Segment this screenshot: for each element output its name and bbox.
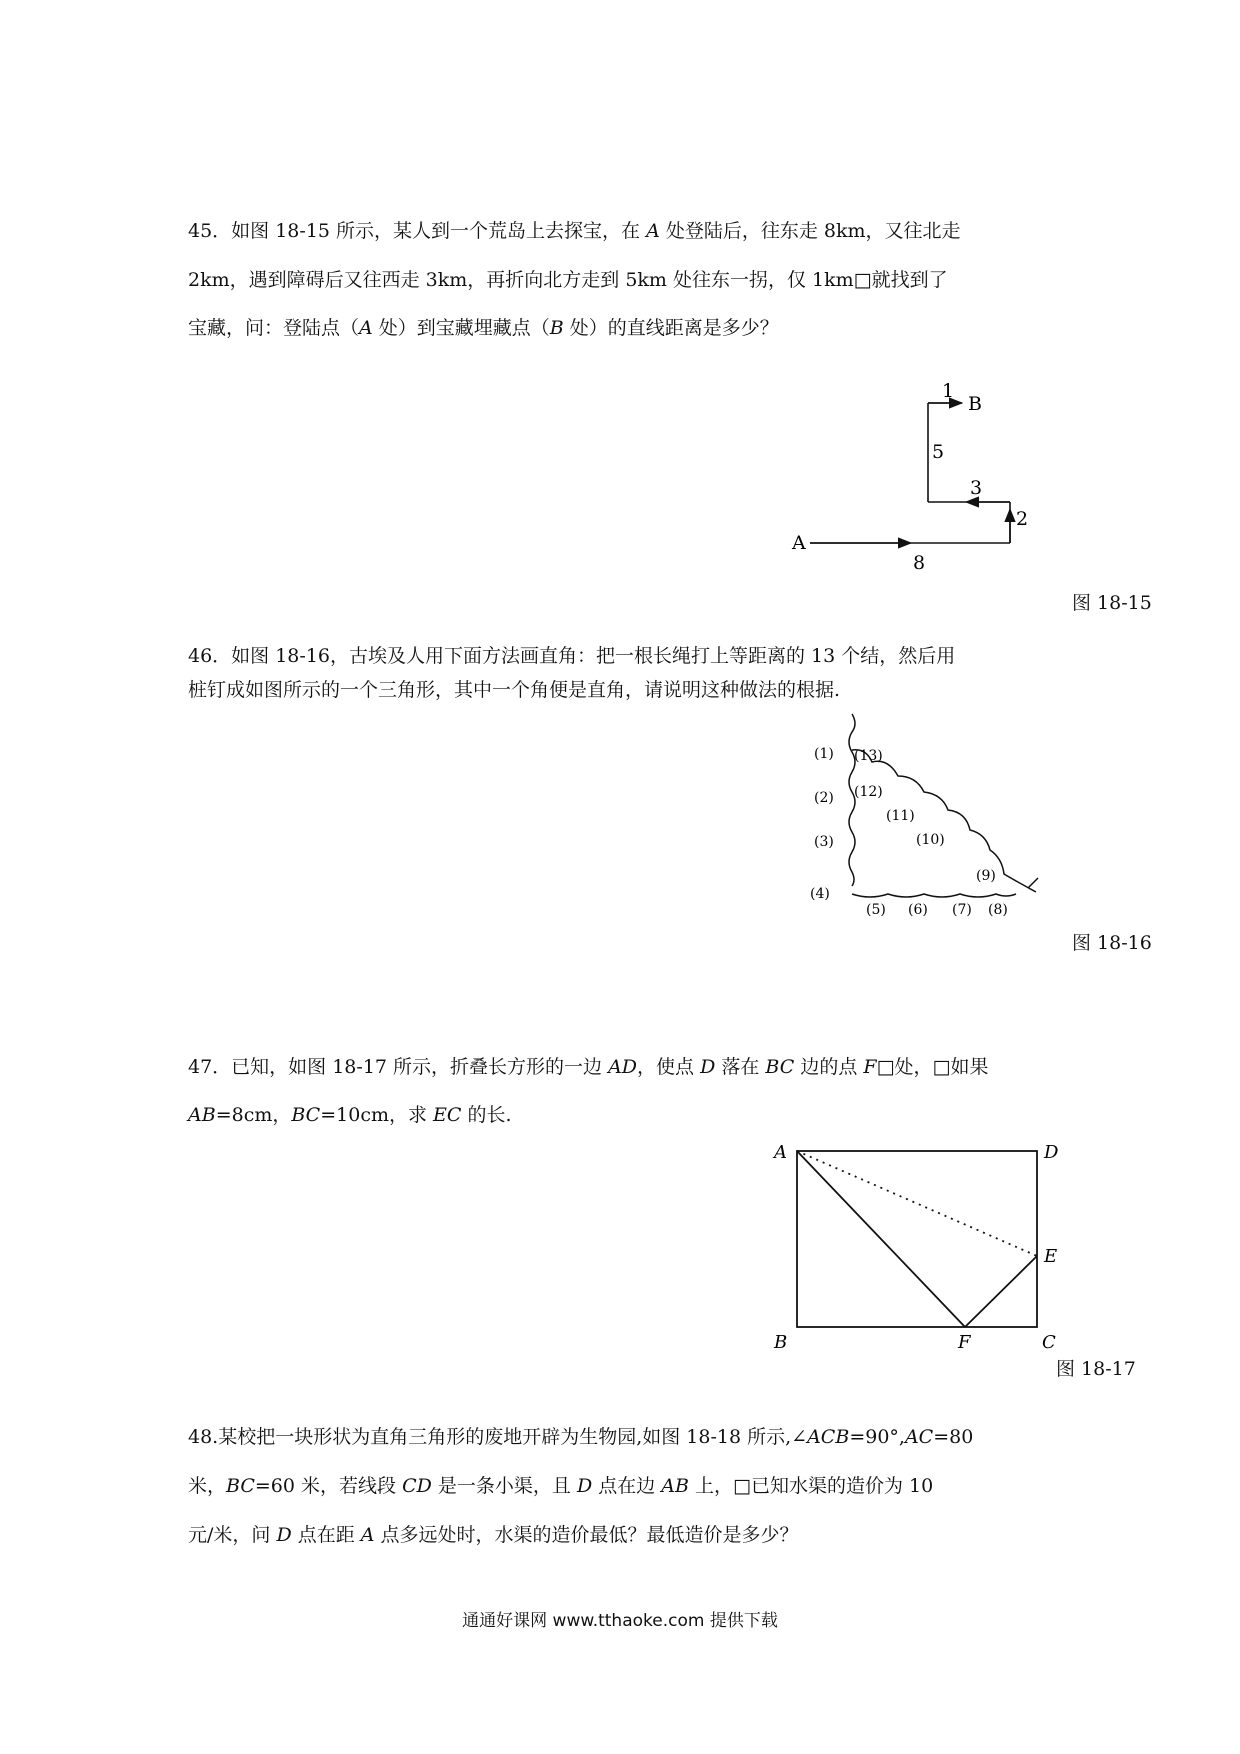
knot-12: (12) [854,784,883,800]
knot-8: (8) [988,902,1008,918]
knot-1: (1) [814,746,834,762]
problem-48 [188,1428,1068,1548]
problem-45-line-3: 宝藏，问：登陆点（A 处）到宝藏埋藏点（B 处）的直线距离是多少？ [188,317,779,339]
rope-horizontal [852,894,1016,897]
label-1: 1 [942,380,955,402]
problem-47-line-2: AB=8cm，BC=10cm，求 EC 的长. [188,1104,512,1126]
label-2: 2 [1016,508,1029,530]
figure-18-15 [780,375,1040,575]
problem-45-line-1: 45．如图 18-15 所示，某人到一个荒岛上去探宝，在 A 处登陆后，往东走 8km，又往北走 [188,220,961,242]
label-f: F [958,1332,971,1350]
problem-46-line-2: 桩钉成如图所示的一个三角形，其中一个角便是直角，请说明这种做法的根据. [188,679,841,701]
knotted-rope-triangle [810,710,1060,920]
problem-48-line-1: 48.某校把一块形状为直角三角形的废地开辟为生物园,如图 18-18 所示,∠ACB=90°,AC=80 [188,1426,974,1448]
caption-18-17: 图 18-17 [1056,1358,1136,1380]
label-b: B [774,1332,788,1350]
problem-47-line-1: 47．已知，如图 18-17 所示，折叠长方形的一边 AD，使点 D 落在 BC 边的点 F□处，□如果 [188,1056,989,1078]
caption-18-15: 图 18-15 [1072,592,1152,614]
label-a: A [774,1142,787,1163]
label-b: B [968,393,982,415]
label-8: 8 [913,552,926,574]
caption-18-16: 图 18-16 [1072,932,1152,954]
knot-10: (10) [916,832,945,848]
problem-45 [188,222,1068,342]
segment-fe [965,1256,1037,1327]
problem-47 [188,1058,1068,1128]
knot-3: (3) [814,834,834,850]
problem-45-line-2: 2km，遇到障碍后又往西走 3km，再折向北方走到 5km 处往东一拐，仅 1km□就找到了 [188,269,948,291]
knot-13: (13) [854,748,883,764]
label-d: D [1044,1142,1059,1163]
segment-ae-dotted [797,1151,1037,1256]
figure-18-17 [760,1140,1060,1350]
label-3: 3 [970,477,983,499]
label-c: C [1042,1332,1056,1350]
knot-6: (6) [908,902,928,918]
rectangle-abcd [797,1151,1037,1327]
label-a: A [792,532,806,554]
rope-end [1028,878,1038,888]
folded-rectangle [760,1140,1060,1350]
problem-46-line-1: 46．如图 18-16，古埃及人用下面方法画直角：把一根长绳打上等距离的 13 个结，然后用 [188,645,956,667]
knot-2: (2) [814,790,834,806]
page-footer: 通通好课网 www.tthaoke.com 提供下载 [462,1611,778,1631]
knot-11: (11) [886,808,915,824]
knot-7: (7) [952,902,972,918]
knot-4: (4) [810,886,830,902]
label-5: 5 [932,441,945,463]
knot-9: (9) [976,868,996,884]
path-diagram [780,375,1040,575]
segment-af [797,1151,965,1327]
problem-48-line-3: 元/米，问 D 点在距 A 点多远处时，水渠的造价最低？最低造价是多少？ [188,1524,799,1546]
problem-46 [188,647,1068,707]
problem-48-line-2: 米，BC=60 米，若线段 CD 是一条小渠，且 D 点在边 AB 上，□已知水渠的造价为 10 [188,1475,934,1497]
rope-hypotenuse [852,750,1036,892]
rope-vertical [849,714,855,886]
figure-18-16 [810,710,1060,920]
knot-5: (5) [866,902,886,918]
label-e: E [1044,1246,1058,1267]
